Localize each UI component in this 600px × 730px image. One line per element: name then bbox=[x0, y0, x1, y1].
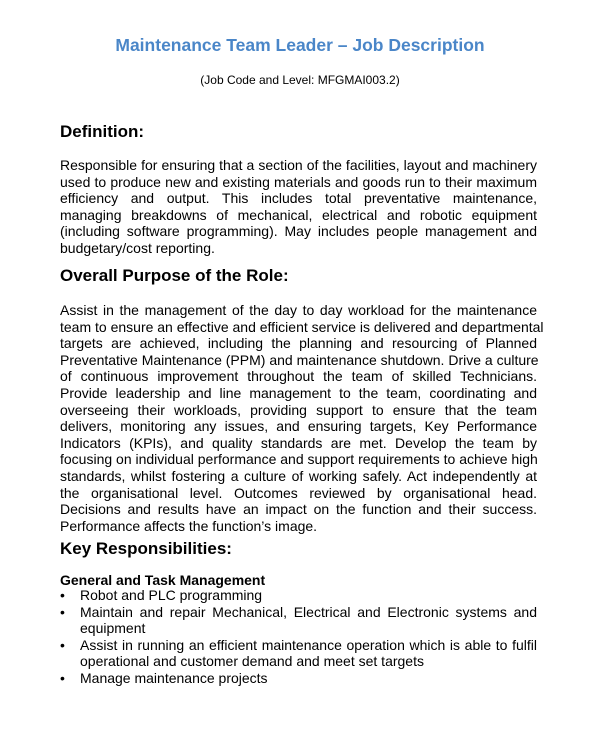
list-item bbox=[60, 637, 537, 670]
definition-line: Responsible for ensuring that a section of the facilities, layout and machinery bbox=[60, 157, 537, 173]
definition-paragraph bbox=[60, 157, 537, 257]
responsibilities-heading: Key Responsibilities: bbox=[60, 539, 232, 558]
list-item-line: Manage maintenance projects bbox=[80, 669, 268, 686]
bullet-icon: • bbox=[60, 603, 65, 620]
definition-heading: Definition: bbox=[60, 122, 145, 141]
purpose-line: team to ensure an effective and efficient service is delivered and departmental bbox=[60, 318, 544, 335]
bullet-icon: • bbox=[60, 587, 65, 603]
list-item-line: Robot and PLC programming bbox=[80, 587, 263, 603]
definition-line: used to produce new and existing materials and goods run to their maximum bbox=[60, 173, 537, 190]
purpose-paragraph bbox=[60, 302, 544, 534]
list-item-line: Assist in running an efficient maintenance operation which is able to fulfil bbox=[80, 636, 537, 653]
purpose-line: standards, whilst fostering a culture of working safely. Act independently at bbox=[60, 467, 537, 484]
responsibilities-list bbox=[60, 587, 537, 687]
purpose-line: the organisational level. Outcomes reviewed by organisational head. bbox=[60, 484, 537, 501]
purpose-line: targets are achieved, including the planning and resourcing of Planned bbox=[60, 335, 537, 352]
list-item-line: operational and customer demand and meet set targets bbox=[80, 653, 424, 670]
bullet-icon: • bbox=[60, 669, 65, 686]
purpose-line: Assist in the management of the day to day workload for the maintenance bbox=[60, 302, 537, 318]
purpose-line: Preventative Maintenance (PPM) and maintenance shutdown. Drive a culture bbox=[60, 351, 539, 368]
purpose-line: of continuous improvement throughout the team of skilled Technicians. bbox=[60, 368, 537, 385]
list-item bbox=[60, 604, 537, 637]
bullet-icon: • bbox=[60, 636, 65, 653]
definition-line: managing breakdowns of mechanical, electrical and robotic equipment bbox=[60, 206, 537, 223]
purpose-line: overseeing their workloads, providing support to ensure that the team bbox=[60, 401, 537, 418]
list-item-line: equipment bbox=[80, 620, 146, 637]
purpose-line: Decisions and results have an impact on the function and their success. bbox=[60, 501, 537, 518]
definition-line: budgetary/cost reporting. bbox=[60, 239, 215, 256]
list-item-line: Maintain and repair Mechanical, Electrical and Electronic systems and bbox=[80, 603, 537, 620]
list-item bbox=[60, 587, 537, 604]
job-code: (Job Code and Level: MFGMAI003.2) bbox=[200, 73, 400, 87]
purpose-heading: Overall Purpose of the Role: bbox=[60, 266, 289, 285]
definition-line: (including software programming). May includes people management and bbox=[60, 223, 537, 240]
list-item bbox=[60, 670, 537, 687]
purpose-line: focusing on individual performance and support requirements to achieve high bbox=[60, 451, 538, 468]
purpose-line: Provide leadership and line management to the team, coordinating and bbox=[60, 384, 537, 401]
general-task-subheading: General and Task Management bbox=[60, 572, 266, 588]
definition-line: efficiency and output. This includes total preventative maintenance, bbox=[60, 190, 537, 207]
purpose-line: Performance affects the function’s image. bbox=[60, 517, 318, 534]
document-title: Maintenance Team Leader – Job Description bbox=[115, 35, 485, 55]
purpose-line: Indicators (KPIs), and quality standards are met. Develop the team by bbox=[60, 434, 537, 451]
purpose-line: delivers, monitoring any issues, and ensuring targets, Key Performance bbox=[60, 418, 537, 435]
